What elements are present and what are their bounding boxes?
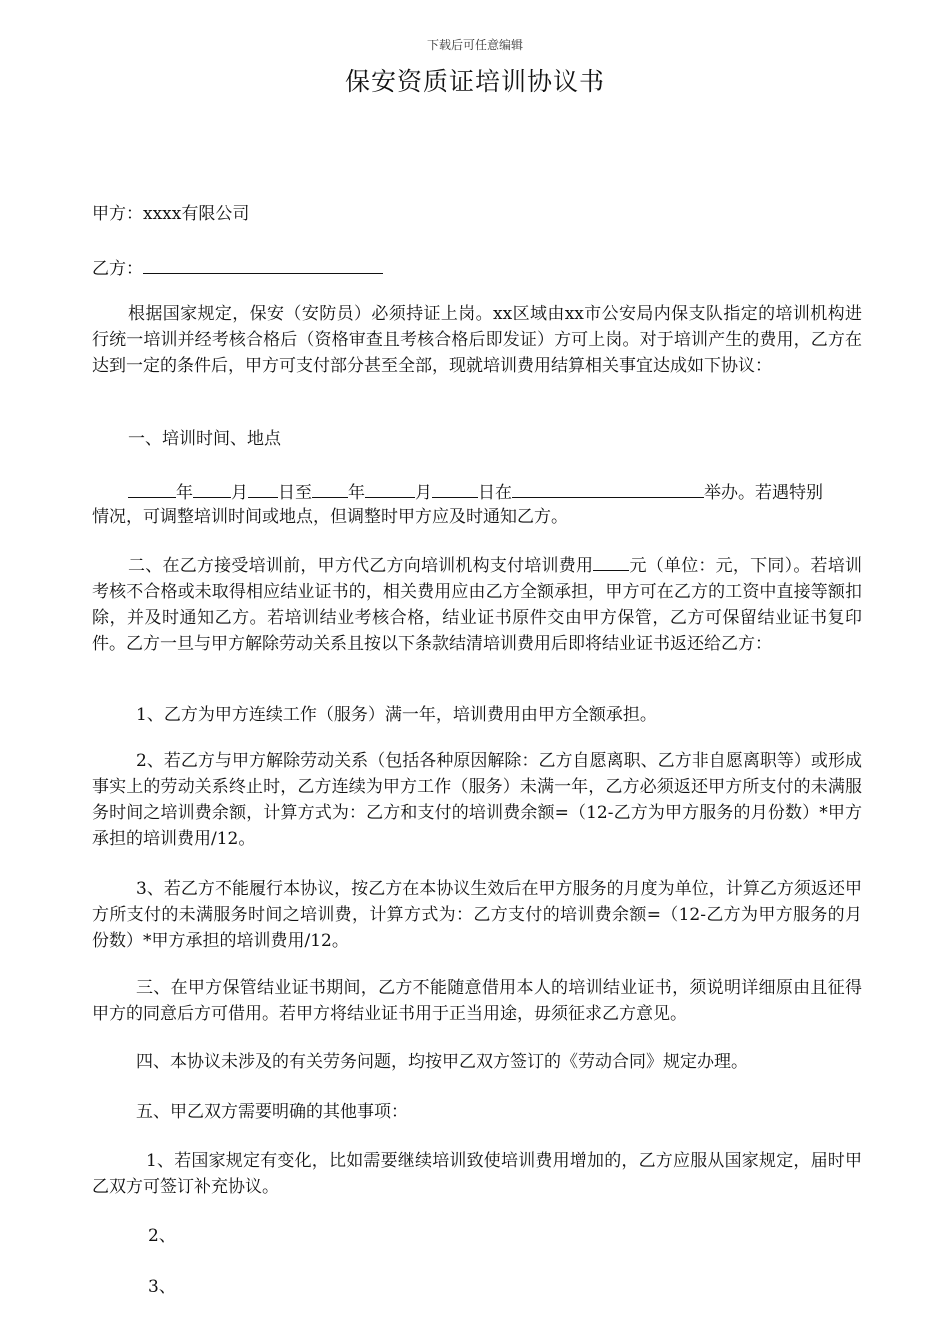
party-b-label: 乙方： xyxy=(92,259,143,279)
start-month-blank[interactable] xyxy=(193,478,231,498)
date-word: 月 xyxy=(231,483,248,503)
section-2-paragraph xyxy=(92,551,862,657)
section-5-item-3: 3、 xyxy=(148,1277,176,1297)
item-2-3: 3、若乙方不能履行本协议，按乙方在本协议生效后在甲方服务的月度为单位，计算乙方须返还甲方所支付的未满服务时间之培训费，计算方式为：乙方支付的培训费余额=（12-乙方为甲方服务的月份数）*甲方承担的培训费用/12。 xyxy=(92,879,862,951)
fee-amount-blank[interactable] xyxy=(593,551,629,571)
section-1-continuation: 情况，可调整培训时间或地点，但调整时甲方应及时通知乙方。 xyxy=(92,507,568,527)
section-1-heading: 一、培训时间、地点 xyxy=(128,429,281,449)
intro-paragraph: 根据国家规定，保安（安防员）必须持证上岗。xx区域由xx市公安局内保支队指定的培训机构进行统一培训并经考核合格后（资格审查且考核合格后即发证）方可上岗。对于培训产生的费用，乙方在达到一定的条件后，甲方可支付部分甚至全部，现就培训费用结算相关事宜达成如下协议： xyxy=(92,304,862,376)
item-2-1: 1、乙方为甲方连续工作（服务）满一年，培训费用由甲方全额承担。 xyxy=(136,705,657,725)
section-1-date-line xyxy=(128,478,823,506)
end-day-blank[interactable] xyxy=(432,478,478,498)
start-day-blank[interactable] xyxy=(248,478,278,498)
location-blank[interactable] xyxy=(512,478,704,498)
section-2-prefix: 二、在乙方接受培训前，甲方代乙方向培训机构支付培训费用 xyxy=(128,556,594,576)
start-year-blank[interactable] xyxy=(128,478,176,498)
section-5-item-1: 1、若国家规定有变化，比如需要继续培训致使培训费用增加的，乙方应服从国家规定，届时甲乙双方可签订补充协议。 xyxy=(92,1151,862,1197)
section-5-item-2: 2、 xyxy=(148,1226,176,1246)
document-title: 保安资质证培训协议书 xyxy=(344,67,605,96)
end-year-blank[interactable] xyxy=(312,478,348,498)
date-word: 日至 xyxy=(278,483,312,503)
item-2-2: 2、若乙方与甲方解除劳动关系（包括各种原因解除：乙方自愿离职、乙方非自愿离职等）或形成事实上的劳动关系终止时，乙方连续为甲方工作（服务）未满一年，乙方必须返还甲方所支付的未满服务时间之培训费余额，计算方式为：乙方和支付的培训费余额=（12-乙方为甲方服务的月份数）*甲方承担的培训费用/12。 xyxy=(92,751,862,849)
party-b-line xyxy=(92,254,383,282)
header-note: 下载后可任意编辑 xyxy=(426,38,523,52)
date-word: 举办。若遇特别 xyxy=(704,483,823,503)
party-b-blank[interactable] xyxy=(143,254,383,274)
end-month-blank[interactable] xyxy=(365,478,415,498)
date-word: 月 xyxy=(415,483,432,503)
section-4-paragraph: 四、本协议未涉及的有关劳务问题，均按甲乙双方签订的《劳动合同》规定办理。 xyxy=(136,1052,748,1072)
date-word: 日在 xyxy=(478,483,512,503)
section-3-paragraph: 三、在甲方保管结业证书期间，乙方不能随意借用本人的培训结业证书，须说明详细原由且征得甲方的同意后方可借用。若甲方将结业证书用于正当用途，毋须征求乙方意见。 xyxy=(92,978,862,1024)
date-word: 年 xyxy=(348,483,365,503)
party-a-line: 甲方：xxxx有限公司 xyxy=(92,204,250,224)
section-5-heading: 五、甲乙双方需要明确的其他事项： xyxy=(136,1102,408,1122)
date-word: 年 xyxy=(176,483,193,503)
section-2-body: 元（单位：元，下同）。若培训考核不合格或未取得相应结业证书的，相关费用应由乙方全额承担，甲方可在乙方的工资中直接等额扣除，并及时通知乙方。若培训结业考核合格，结业证书原件交由甲方保管，乙方可保留结业证书复印件。乙方一旦与甲方解除劳动关系且按以下条款结清培训费用后即将结业证书返还给乙方： xyxy=(92,556,863,654)
